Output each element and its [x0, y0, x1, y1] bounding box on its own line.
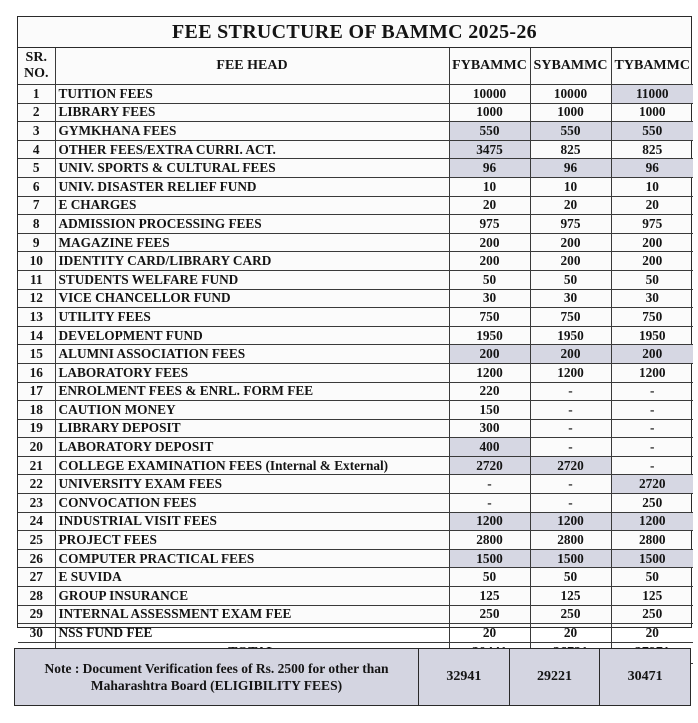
fy-amount-cell: 50 [449, 270, 530, 289]
sy-amount-cell: 1950 [530, 326, 611, 345]
note-line-2: Maharashtra Board (ELIGIBILITY FEES) [90, 678, 343, 693]
table-row [18, 289, 693, 308]
ty-amount-cell: 50 [611, 568, 693, 587]
ty-amount-cell: - [611, 438, 693, 457]
sy-amount-cell: 200 [530, 252, 611, 271]
table-row [18, 85, 693, 104]
fy-amount-cell: 200 [449, 345, 530, 364]
table-row [18, 401, 693, 420]
sr-no-cell: 28 [18, 587, 55, 606]
fee-head-cell: IDENTITY CARD/LIBRARY CARD [55, 252, 449, 271]
fee-head-cell: ENROLMENT FEES & ENRL. FORM FEE [55, 382, 449, 401]
sy-amount-cell: 20 [530, 624, 611, 643]
sy-amount-cell: - [530, 475, 611, 494]
fee-head-cell: ALUMNI ASSOCIATION FEES [55, 345, 449, 364]
ty-amount-cell: 250 [611, 605, 693, 624]
table-row [18, 363, 693, 382]
ty-amount-cell: 96 [611, 159, 693, 178]
fee-head-cell: COMPUTER PRACTICAL FEES [55, 549, 449, 568]
table-row [18, 531, 693, 550]
fee-head-cell: MAGAZINE FEES [55, 233, 449, 252]
sr-no-cell: 13 [18, 308, 55, 327]
ty-amount-cell: 10 [611, 177, 693, 196]
fy-amount-cell: 3475 [449, 140, 530, 159]
table-row [18, 122, 693, 141]
fee-head-cell: LIBRARY FEES [55, 103, 449, 122]
fee-head-cell: E SUVIDA [55, 568, 449, 587]
sy-amount-cell: 250 [530, 605, 611, 624]
sy-amount-cell: 550 [530, 122, 611, 141]
table-row [18, 382, 693, 401]
ty-amount-cell: 1950 [611, 326, 693, 345]
fy-amount-cell: 220 [449, 382, 530, 401]
ty-amount-cell: 825 [611, 140, 693, 159]
sy-amount-cell: 96 [530, 159, 611, 178]
fy-amount-cell: 10 [449, 177, 530, 196]
fee-head-cell: UNIV. DISASTER RELIEF FUND [55, 177, 449, 196]
sr-no-cell: 17 [18, 382, 55, 401]
sy-amount-cell: 2800 [530, 531, 611, 550]
sy-amount-cell: 50 [530, 568, 611, 587]
ty-amount-cell: 1500 [611, 549, 693, 568]
ty-amount-cell: 30 [611, 289, 693, 308]
fee-structure-sheet [17, 16, 692, 641]
fy-amount-cell: - [449, 475, 530, 494]
table-row [18, 549, 693, 568]
sr-header-line2: NO. [24, 66, 49, 81]
fy-amount-cell: 750 [449, 308, 530, 327]
sy-amount-cell: 825 [530, 140, 611, 159]
sy-amount-cell: 10 [530, 177, 611, 196]
fy-amount-cell: 1000 [449, 103, 530, 122]
sy-amount-cell: 1000 [530, 103, 611, 122]
sr-no-cell: 22 [18, 475, 55, 494]
ty-header: TYBAMMC [611, 48, 693, 85]
fee-head-cell: COLLEGE EXAMINATION FEES (Internal & External) [55, 456, 449, 475]
fy-amount-cell: 400 [449, 438, 530, 457]
sr-no-cell: 14 [18, 326, 55, 345]
ty-amount-cell: - [611, 419, 693, 438]
sr-no-cell: 18 [18, 401, 55, 420]
table-row [18, 568, 693, 587]
ty-amount-cell: 1200 [611, 512, 693, 531]
fee-head-cell: ADMISSION PROCESSING FEES [55, 215, 449, 234]
fy-amount-cell: 30 [449, 289, 530, 308]
sy-amount-cell: 2720 [530, 456, 611, 475]
sr-no-cell: 9 [18, 233, 55, 252]
ty-amount-cell: 550 [611, 122, 693, 141]
table-header-row [18, 48, 693, 85]
sr-no-cell: 20 [18, 438, 55, 457]
ty-amount-cell: 20 [611, 196, 693, 215]
sr-no-cell: 7 [18, 196, 55, 215]
table-row [18, 345, 693, 364]
ty-amount-cell: - [611, 456, 693, 475]
ty-amount-cell: 50 [611, 270, 693, 289]
table-row [18, 475, 693, 494]
sr-no-cell: 3 [18, 122, 55, 141]
fee-head-cell: STUDENTS WELFARE FUND [55, 270, 449, 289]
fee-table [18, 48, 693, 664]
sy-amount-cell: 1200 [530, 512, 611, 531]
fy-amount-cell: 10000 [449, 85, 530, 104]
fee-head-cell: GYMKHANA FEES [55, 122, 449, 141]
fee-head-cell: UNIVERSITY EXAM FEES [55, 475, 449, 494]
sy-amount-cell: 975 [530, 215, 611, 234]
sr-header-line1: SR. [25, 50, 47, 65]
note-text [15, 649, 419, 705]
table-row [18, 140, 693, 159]
fee-head-cell: VICE CHANCELLOR FUND [55, 289, 449, 308]
sy-header: SYBAMMC [530, 48, 611, 85]
fee-head-cell: CAUTION MONEY [55, 401, 449, 420]
table-row [18, 177, 693, 196]
fee-head-cell: LIBRARY DEPOSIT [55, 419, 449, 438]
fy-amount-cell: 550 [449, 122, 530, 141]
sy-amount-cell: 200 [530, 233, 611, 252]
sr-no-cell: 27 [18, 568, 55, 587]
sr-no-cell: 21 [18, 456, 55, 475]
fy-amount-cell: 1950 [449, 326, 530, 345]
table-row [18, 438, 693, 457]
table-row [18, 326, 693, 345]
sy-amount-cell: 30 [530, 289, 611, 308]
fee-head-cell: INDUSTRIAL VISIT FEES [55, 512, 449, 531]
fy-amount-cell: 2800 [449, 531, 530, 550]
fy-amount-cell: 20 [449, 196, 530, 215]
ty-amount-cell: 1200 [611, 363, 693, 382]
sy-amount-cell: 20 [530, 196, 611, 215]
ty-amount-cell: 975 [611, 215, 693, 234]
fee-head-cell: UTILITY FEES [55, 308, 449, 327]
ty-amount-cell: 125 [611, 587, 693, 606]
sr-no-cell: 16 [18, 363, 55, 382]
sy-amount-cell: 750 [530, 308, 611, 327]
ty-amount-cell: 20 [611, 624, 693, 643]
ty-amount-cell: 2800 [611, 531, 693, 550]
table-row [18, 624, 693, 643]
fy-amount-cell: - [449, 494, 530, 513]
fy-amount-cell: 250 [449, 605, 530, 624]
ty-amount-cell: 11000 [611, 85, 693, 104]
table-row [18, 456, 693, 475]
sr-no-cell: 5 [18, 159, 55, 178]
sr-no-cell: 25 [18, 531, 55, 550]
sy-amount-cell: - [530, 494, 611, 513]
fy-amount-cell: 125 [449, 587, 530, 606]
note-sy-amount: 29221 [510, 649, 601, 705]
note-ty-amount: 30471 [627, 669, 663, 684]
table-row [18, 494, 693, 513]
table-row [18, 308, 693, 327]
fee-head-cell: UNIV. SPORTS & CULTURAL FEES [55, 159, 449, 178]
fy-amount-cell: 96 [449, 159, 530, 178]
sy-amount-cell: 1500 [530, 549, 611, 568]
sy-amount-cell: 125 [530, 587, 611, 606]
sy-amount-cell: 10000 [530, 85, 611, 104]
fy-header: FYBAMMC [449, 48, 530, 85]
sr-no-cell: 23 [18, 494, 55, 513]
ty-amount-cell: 2720 [611, 475, 693, 494]
fy-amount-cell: 1200 [449, 363, 530, 382]
ty-amount-cell: 1000 [611, 103, 693, 122]
fy-amount-cell: 20 [449, 624, 530, 643]
sy-amount-cell: - [530, 401, 611, 420]
sr-no-cell: 11 [18, 270, 55, 289]
page-title: FEE STRUCTURE OF BAMMC 2025-26 [18, 17, 691, 48]
fy-amount-cell: 300 [449, 419, 530, 438]
fee-head-cell: INTERNAL ASSESSMENT EXAM FEE [55, 605, 449, 624]
table-row [18, 252, 693, 271]
sr-no-cell: 1 [18, 85, 55, 104]
table-row [18, 419, 693, 438]
table-row [18, 196, 693, 215]
fy-amount-cell: 1500 [449, 549, 530, 568]
fee-head-cell: NSS FUND FEE [55, 624, 449, 643]
sr-no-cell: 26 [18, 549, 55, 568]
ty-amount-cell: 200 [611, 252, 693, 271]
fee-head-cell: E CHARGES [55, 196, 449, 215]
fee-head-cell: LABORATORY FEES [55, 363, 449, 382]
sr-no-cell: 8 [18, 215, 55, 234]
fy-amount-cell: 200 [449, 252, 530, 271]
sr-no-cell: 30 [18, 624, 55, 643]
table-row [18, 215, 693, 234]
fy-amount-cell: 1200 [449, 512, 530, 531]
ty-amount-cell: - [611, 401, 693, 420]
table-row [18, 233, 693, 252]
fy-amount-cell: 200 [449, 233, 530, 252]
fee-head-cell: PROJECT FEES [55, 531, 449, 550]
table-row [18, 512, 693, 531]
sr-no-cell: 12 [18, 289, 55, 308]
sr-no-cell: 6 [18, 177, 55, 196]
table-row [18, 605, 693, 624]
fee-head-cell: CONVOCATION FEES [55, 494, 449, 513]
sr-no-cell: 2 [18, 103, 55, 122]
sy-amount-cell: 50 [530, 270, 611, 289]
note-fy-amount: 32941 [419, 649, 510, 705]
sr-no-cell: 4 [18, 140, 55, 159]
sy-amount-cell: - [530, 438, 611, 457]
fee-head-cell: GROUP INSURANCE [55, 587, 449, 606]
fy-amount-cell: 975 [449, 215, 530, 234]
fy-amount-cell: 150 [449, 401, 530, 420]
table-row [18, 270, 693, 289]
sr-no-cell: 10 [18, 252, 55, 271]
note-line-1: Note : Document Verification fees of Rs. 2500 for other than [44, 661, 389, 676]
sr-no-cell: 29 [18, 605, 55, 624]
fee-head-cell: DEVELOPMENT FUND [55, 326, 449, 345]
table-row [18, 159, 693, 178]
ty-amount-cell: 200 [611, 233, 693, 252]
fee-head-header: FEE HEAD [55, 48, 449, 85]
table-row [18, 587, 693, 606]
sy-amount-cell: 200 [530, 345, 611, 364]
fee-rows [18, 85, 693, 664]
sr-no-cell: 24 [18, 512, 55, 531]
fee-head-cell: TUITION FEES [55, 85, 449, 104]
ty-amount-cell: - [611, 382, 693, 401]
sy-amount-cell: - [530, 382, 611, 401]
ty-amount-cell: 200 [611, 345, 693, 364]
sy-amount-cell: 1200 [530, 363, 611, 382]
sr-no-cell: 15 [18, 345, 55, 364]
sy-amount-cell: - [530, 419, 611, 438]
sr-no-cell: 19 [18, 419, 55, 438]
fy-amount-cell: 2720 [449, 456, 530, 475]
ty-amount-cell: 750 [611, 308, 693, 327]
ty-amount-cell: 250 [611, 494, 693, 513]
table-row [18, 103, 693, 122]
fee-head-cell: LABORATORY DEPOSIT [55, 438, 449, 457]
sr-no-header [18, 48, 55, 85]
eligibility-note-box [14, 648, 691, 706]
fee-head-cell: OTHER FEES/EXTRA CURRI. ACT. [55, 140, 449, 159]
fy-amount-cell: 50 [449, 568, 530, 587]
